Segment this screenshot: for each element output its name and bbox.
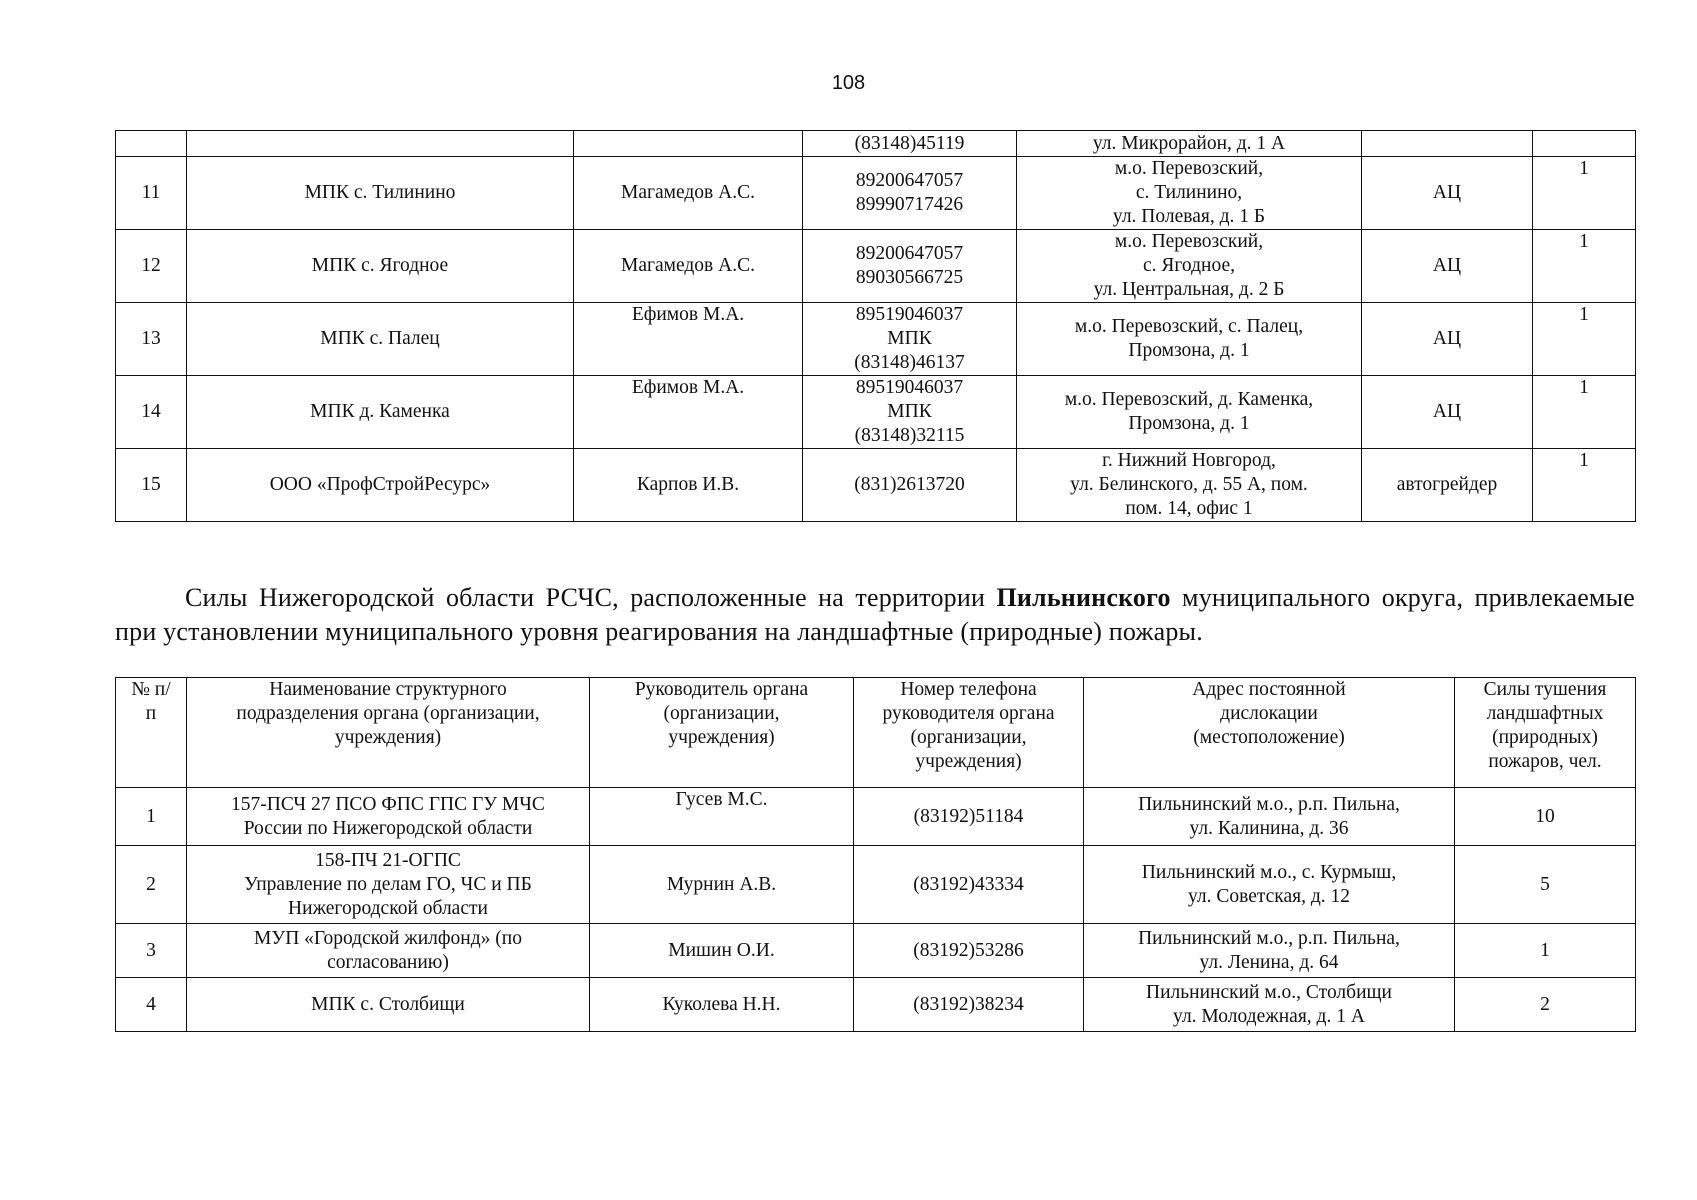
phone-number-line: МПК [887,401,932,422]
address-line: Пильнинский м.о., р.п. Пильна, [1138,793,1400,815]
row-number: 13 [116,303,187,376]
phone-number-line: 89519046037 [855,304,964,325]
equipment-table [115,130,1636,522]
address-line: ул. Центральная, д. 2 Б [1093,279,1285,300]
equipment-table-body [116,131,1636,522]
head-name: Куколева Н.Н. [590,978,854,1032]
unit-name [187,978,590,1032]
column-header-line: Силы тушения [1483,679,1607,700]
forces-count: 1 [1455,924,1636,978]
forces-table-header [116,678,1636,788]
equipment-count: 1 [1533,449,1636,522]
phone-number [803,376,1017,449]
column-header-line: пожаров, чел. [1488,751,1602,772]
head-name: Гусев М.С. [590,788,854,846]
unit-name [187,788,590,846]
unit-name-line: 158-ПЧ 21-ОГПС [315,849,461,871]
head-name: Мишин О.И. [590,924,854,978]
forces-table [115,677,1636,1032]
row-number: 11 [116,157,187,230]
table-row [116,230,1636,303]
column-header-line: № п/ [131,679,171,700]
equipment-type [1362,131,1533,157]
address [1017,376,1362,449]
equipment-count: 1 [1533,376,1636,449]
unit-name [187,131,574,157]
section-paragraph [115,581,1635,649]
address-line: ул. Белинского, д. 55 А, пом. [1070,474,1308,495]
address-line: с. Тилинино, [1135,182,1243,203]
phone-number-line: 89030566725 [855,267,964,288]
address-line: Пильнинский м.о., р.п. Пильна, [1138,927,1400,949]
column-header-line: Адрес постоянной [1192,679,1346,700]
phone-number-line: 89990717426 [855,194,964,215]
table-row [116,303,1636,376]
table-row [116,131,1636,157]
column-header-line: Наименование структурного [269,679,507,700]
unit-name-line: Нижегородской области [288,897,488,919]
address-line: Пильнинский м.о., с. Курмыш, [1141,861,1397,883]
address [1017,131,1362,157]
address-line: ул. Полевая, д. 1 Б [1112,206,1266,227]
phone-number-line: 89200647057 [855,243,964,264]
column-header-line: (организации, [910,727,1027,748]
address-line: м.о. Перевозский, [1114,231,1264,252]
forces-count: 2 [1455,978,1636,1032]
head-name: Карпов И.В. [574,449,803,522]
column-header-line: подразделения органа (организации, [236,703,540,724]
unit-name: МПК с. Тилинино [187,157,574,230]
address-line: ул. Микрорайон, д. 1 А [1092,132,1286,154]
phone-number [803,157,1017,230]
paragraph-district-name: Пильнинского [996,583,1171,612]
address [1017,303,1362,376]
address [1084,978,1455,1032]
phone-number-line: (83148)46137 [854,352,965,373]
address [1084,846,1455,924]
row-number: 15 [116,449,187,522]
address [1017,230,1362,303]
head-name: Ефимов М.А. [574,303,803,376]
address-line: м.о. Перевозский, [1114,158,1264,179]
address-line: пом. 14, офис 1 [1125,498,1253,519]
unit-name-line: МПК с. Столбищи [311,993,465,1015]
table-row [116,157,1636,230]
unit-name: МПК д. Каменка [187,376,574,449]
phone-number [803,449,1017,522]
column-header [116,678,187,788]
row-number: 2 [116,846,187,924]
phone-number [803,230,1017,303]
phone-number-line: (83148)32115 [854,425,965,446]
head-name: Ефимов М.А. [574,376,803,449]
table-row [116,924,1636,978]
column-header [1084,678,1455,788]
address-line: ул. Ленина, д. 64 [1199,951,1339,973]
column-header [590,678,854,788]
head-name: Мурнин А.В. [590,846,854,924]
head-name: Магамедов А.С. [574,157,803,230]
table-row [116,449,1636,522]
column-header [187,678,590,788]
equipment-count: 1 [1533,303,1636,376]
phone-number [803,303,1017,376]
table-row [116,978,1636,1032]
equipment-type: АЦ [1362,230,1533,303]
column-header-line: учреждения) [668,727,775,748]
column-header [1455,678,1636,788]
head-name [574,131,803,157]
phone-number-line: 89200647057 [855,170,964,191]
row-number: 3 [116,924,187,978]
address-line: Промзона, д. 1 [1128,340,1250,361]
unit-name: ООО «ПрофСтройРесурс» [187,449,574,522]
forces-table-body [116,788,1636,1032]
column-header-line: (природных) [1492,727,1598,748]
phone-number: (83192)51184 [854,788,1084,846]
paragraph-text-end: муниципального округа, привлекаемые при установлении муниципального уровня реагирования на ландшафтные (природные) пожары. [115,583,1635,646]
column-header-line: дислокации [1220,703,1318,724]
phone-number [803,131,1017,157]
address [1084,924,1455,978]
unit-name: МПК с. Палец [187,303,574,376]
phone-number-line: 89519046037 [855,377,964,398]
column-header-line: учреждения) [334,727,442,748]
equipment-type: АЦ [1362,157,1533,230]
unit-name-line: Управление по делам ГО, ЧС и ПБ [244,873,532,895]
phone-number-line: (831)2613720 [854,474,965,495]
unit-name-line: России по Нижегородской области [243,817,533,839]
equipment-type: АЦ [1362,376,1533,449]
phone-number: (83192)38234 [854,978,1084,1032]
column-header-line: (организации, [663,703,780,724]
address [1084,788,1455,846]
page-number: 108 [831,72,866,94]
phone-number: (83192)43334 [854,846,1084,924]
column-header-line: ландшафтных [1486,703,1604,724]
row-number [116,131,187,157]
table-row [116,788,1636,846]
phone-number-line: МПК [887,328,932,349]
address [1017,157,1362,230]
row-number: 12 [116,230,187,303]
unit-name: МПК с. Ягодное [187,230,574,303]
unit-name-line: МУП «Городской жилфонд» (по [254,927,522,949]
unit-name-line: согласованию) [327,951,449,973]
address-line: ул. Калинина, д. 36 [1189,817,1349,839]
forces-count: 5 [1455,846,1636,924]
equipment-count: 1 [1533,230,1636,303]
column-header-line: (местоположение) [1193,727,1345,748]
address-line: ул. Советская, д. 12 [1187,885,1351,907]
phone-number-line: (83148)45119 [854,132,965,154]
equipment-count [1533,131,1636,157]
column-header-line: руководителя органа [882,703,1055,724]
table-row [116,376,1636,449]
address-line: м.о. Перевозский, с. Палец, [1074,316,1304,337]
unit-name [187,846,590,924]
row-number: 4 [116,978,187,1032]
column-header-line: Номер телефона [900,679,1037,700]
unit-name [187,924,590,978]
column-header-line: Руководитель органа [634,679,809,700]
phone-number: (83192)53286 [854,924,1084,978]
table-row [116,846,1636,924]
column-header-line: учреждения) [915,751,1022,772]
address-line: Промзона, д. 1 [1128,413,1250,434]
equipment-count: 1 [1533,157,1636,230]
column-header-line: п [145,703,157,724]
row-number: 1 [116,788,187,846]
column-header [854,678,1084,788]
unit-name-line: 157-ПСЧ 27 ПСО ФПС ГПС ГУ МЧС [231,793,545,815]
head-name: Магамедов А.С. [574,230,803,303]
row-number: 14 [116,376,187,449]
address-line: с. Ягодное, [1143,255,1235,276]
address-line: г. Нижний Новгород, [1102,450,1276,471]
forces-count: 10 [1455,788,1636,846]
equipment-type: АЦ [1362,303,1533,376]
paragraph-text-start: Силы Нижегородской области РСЧС, расположенные на территории [185,583,997,612]
address [1017,449,1362,522]
address-line: ул. Молодежная, д. 1 А [1173,1005,1365,1027]
equipment-type: автогрейдер [1362,449,1533,522]
address-line: м.о. Перевозский, д. Каменка, [1064,389,1314,410]
address-line: Пильнинский м.о., Столбищи [1146,981,1392,1003]
